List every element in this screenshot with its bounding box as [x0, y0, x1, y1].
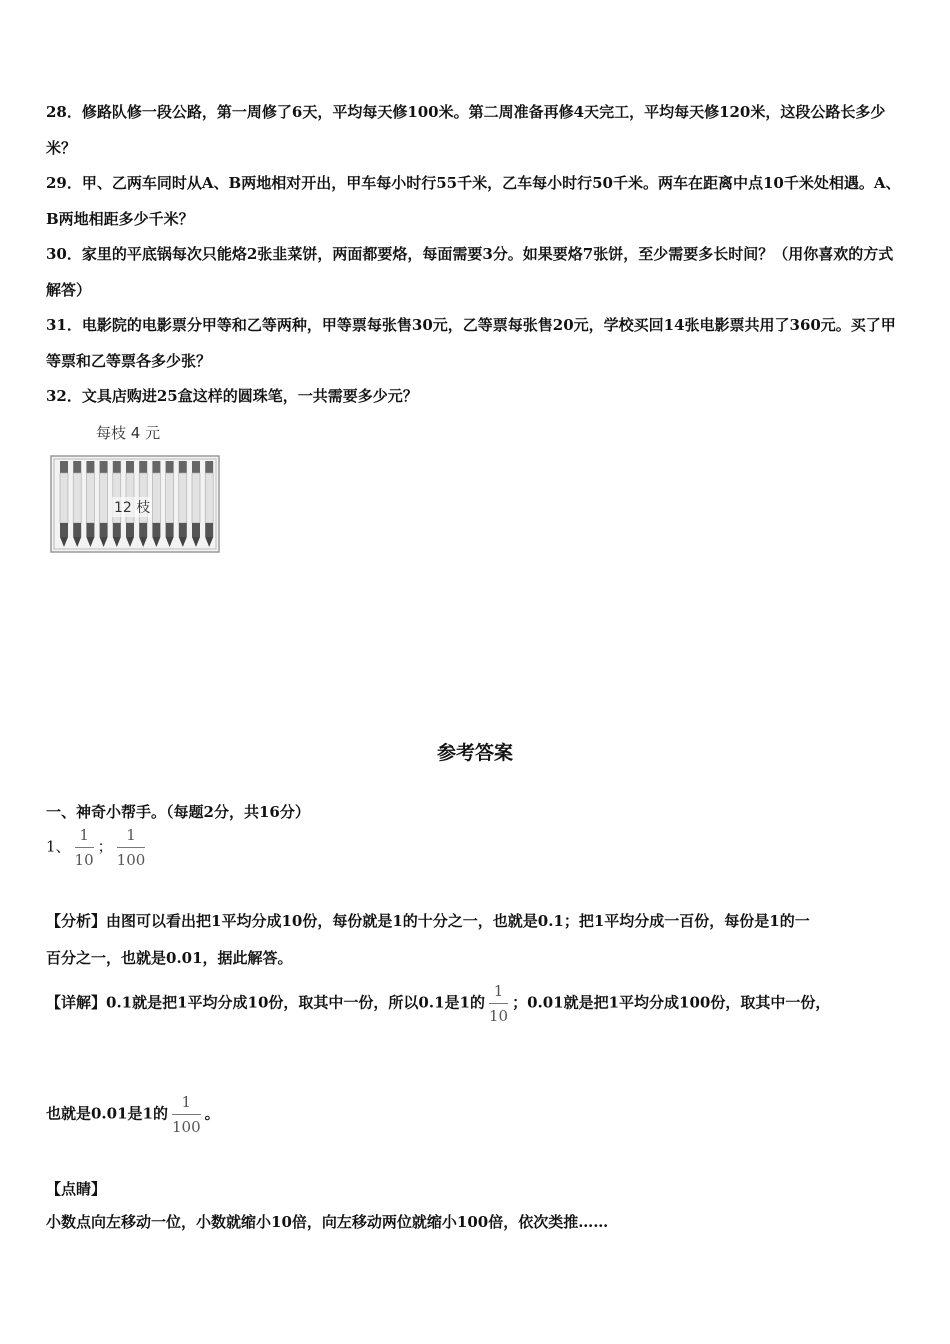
- pen-icon: [86, 461, 94, 547]
- tip-tag: 【点睛】: [46, 1180, 107, 1198]
- pen-box-figure: [50, 420, 225, 560]
- pen-icon: [192, 461, 200, 547]
- detail-text-3: 也就是0.01是1的: [46, 1104, 168, 1123]
- section-1-title: 一、神奇小帮手。（每题2分，共16分）: [46, 803, 310, 821]
- detail-text-1: 0.1就是把1平均分成10份，取其中一份，所以0.1是1的: [106, 993, 485, 1012]
- answer-1-separator: ；: [97, 837, 113, 856]
- pen-icon: [179, 461, 187, 547]
- fraction-1-100: $\frac{1}{100}$: [116, 826, 146, 869]
- analysis-tag: 【分析】: [46, 912, 107, 930]
- analysis-line-1: [46, 910, 810, 931]
- detail-text-4: 。: [204, 1104, 220, 1123]
- analysis-line-2: 百分之一，也就是0.01，据此解答。: [46, 949, 293, 967]
- pen-price-label: 每枝 4 元: [96, 424, 161, 442]
- pen-icon: [100, 461, 108, 547]
- fraction-1-10: $\frac{1}{10}$: [74, 826, 94, 869]
- fraction-1-10-detail: $\frac{1}{10}$: [488, 982, 509, 1025]
- detail-line-1: [46, 982, 830, 1025]
- answer-1: [46, 826, 149, 869]
- fraction-1-100-detail: $\frac{1}{100}$: [171, 1093, 201, 1136]
- analysis-text-1: 由图可以看出把1平均分成10份，每份就是1的十分之一，也就是0.1；把1平均分成一百份，每份是1的一: [106, 912, 810, 930]
- question-29: 29．甲、乙两车同时从A、B两地相对开出，甲车每小时行55千米，乙车每小时行50千米。两车在距离中点10千米处相遇。A、B两地相距多少千米？: [46, 174, 901, 228]
- pen-icon: [152, 461, 160, 547]
- detail-tag: 【详解】: [46, 993, 107, 1012]
- pen-icon: [166, 461, 174, 547]
- pen-count-label: 12 枝: [112, 497, 152, 517]
- answer-1-label: 1、: [46, 837, 71, 856]
- question-30: 30．家里的平底锅每次只能烙2张韭菜饼，两面都要烙，每面需要3分。如果要烙7张饼，至少需要多长时间？（用你喜欢的方式解答）: [46, 245, 894, 299]
- question-31: 31．电影院的电影票分甲等和乙等两种，甲等票每张售30元，乙等票每张售20元，学校买回14张电影票共用了360元。买了甲等票和乙等票各多少张？: [46, 316, 896, 370]
- detail-text-2: ；0.01就是把1平均分成100份，取其中一份，: [512, 993, 831, 1012]
- tip-text: 小数点向左移动一位，小数就缩小10倍，向左移动两位就缩小100倍，依次类推……: [46, 1213, 609, 1231]
- detail-line-2: [46, 1093, 220, 1136]
- pen-icon: [73, 461, 81, 547]
- pen-icon: [60, 461, 68, 547]
- question-32: 32．文具店购进25盒这样的圆珠笔，一共需要多少元？: [46, 387, 418, 405]
- question-28: 28．修路队修一段公路，第一周修了6天，平均每天修100米。第二周准备再修4天完工，平均每天修120米，这段公路长多少米？: [46, 103, 886, 157]
- pen-icon: [205, 461, 213, 547]
- answer-title: 参考答案: [436, 742, 513, 764]
